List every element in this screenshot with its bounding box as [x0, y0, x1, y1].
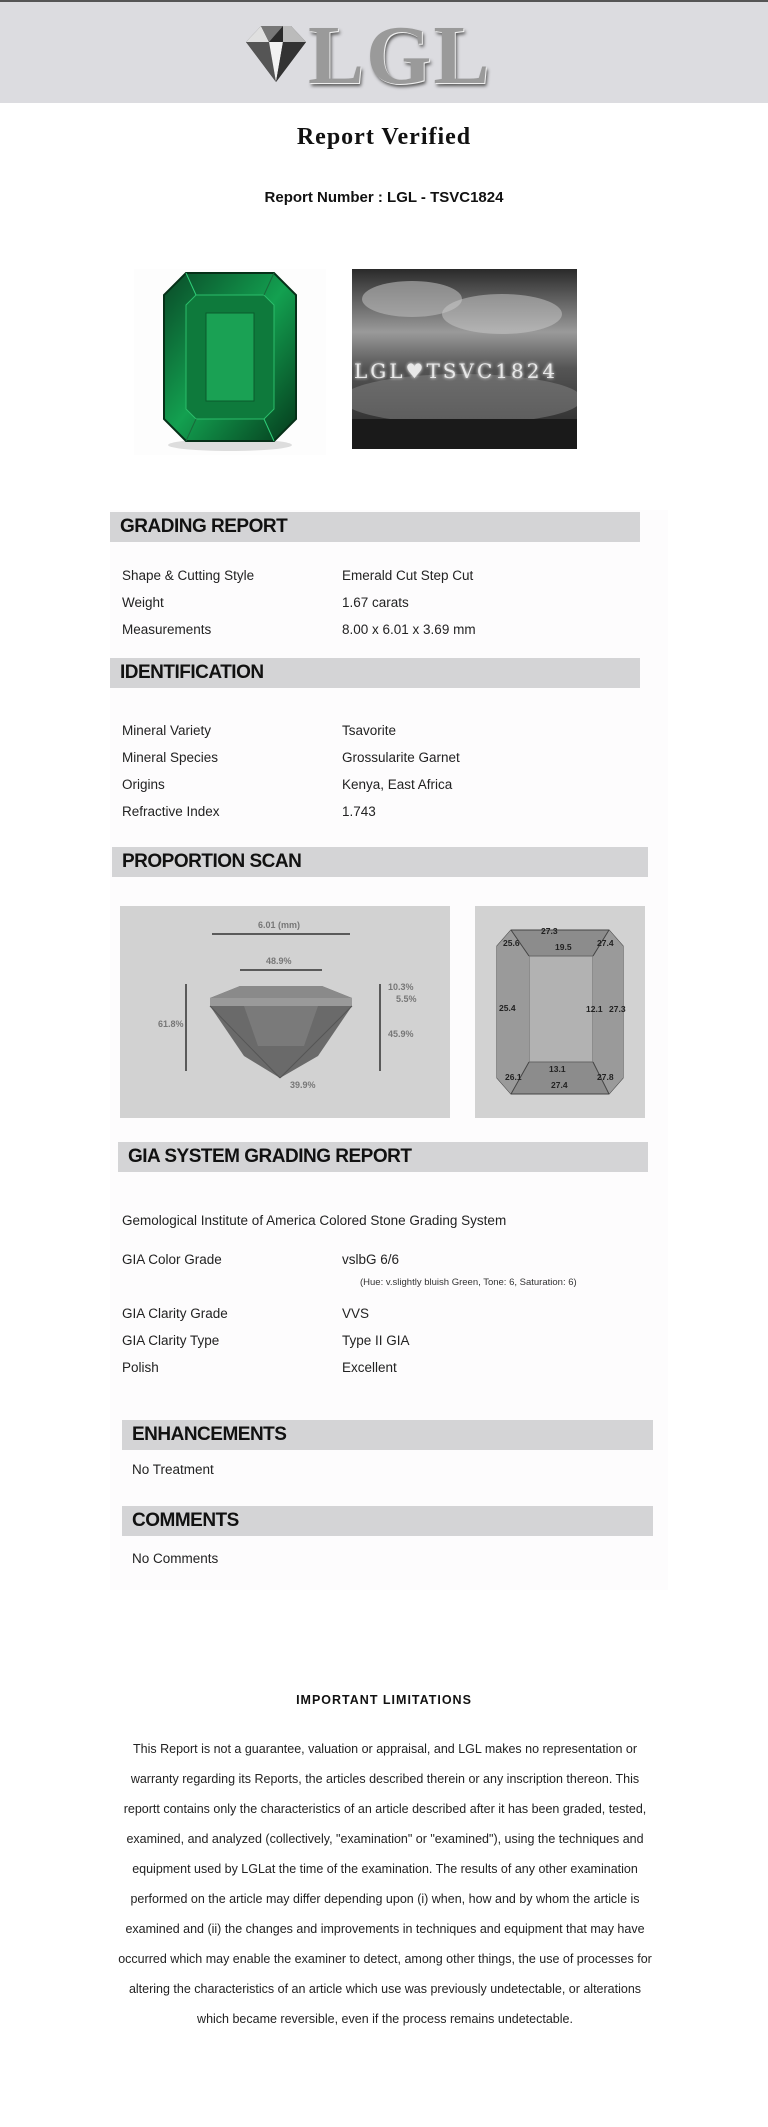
profile-width-label: 6.01 (mm) — [258, 920, 301, 930]
diamond-icon — [236, 20, 316, 90]
report-number: Report Number : LGL - TSVC1824 — [264, 189, 504, 206]
gia-title: GIA SYSTEM GRADING REPORT — [128, 1146, 412, 1167]
profile-table-label: 48.9% — [266, 956, 292, 966]
gia-row-value: Excellent — [342, 1360, 397, 1375]
top-view-label: 13.1 — [549, 1064, 566, 1074]
gia-row-label: Polish — [122, 1360, 159, 1375]
proportion-scan-heading — [112, 847, 648, 877]
identification-title: IDENTIFICATION — [120, 662, 264, 683]
identification-row-label: Refractive Index — [122, 804, 220, 819]
grading-row-value: 1.67 carats — [342, 595, 409, 610]
proportion-scan-title: PROPORTION SCAN — [122, 851, 302, 872]
enhancements-title: ENHANCEMENTS — [132, 1424, 287, 1445]
identification-heading — [110, 658, 640, 688]
enhancements-text: No Treatment — [132, 1462, 214, 1477]
top-view-label: 27.4 — [597, 938, 614, 948]
page-title: Report Verified — [296, 124, 472, 150]
gia-row-label: GIA Clarity Grade — [122, 1306, 228, 1321]
identification-row-label: Origins — [122, 777, 165, 792]
identification-row-value: Tsavorite — [342, 723, 397, 738]
lgl-logo[interactable] — [236, 9, 492, 102]
profile-culet-label: 39.9% — [290, 1080, 316, 1090]
grading-row-label: Weight — [122, 595, 164, 610]
identification-row-value: Grossularite Garnet — [342, 750, 460, 765]
gia-system-name: Gemological Institute of America Colored Stone Grading System — [122, 1213, 507, 1228]
profile-diagram — [120, 906, 450, 1118]
top-view-label: 19.5 — [555, 942, 572, 952]
gia-color-note: (Hue: v.slightly bluish Green, Tone: 6, Saturation: 6) — [360, 1277, 577, 1288]
gia-row-label: GIA Clarity Type — [122, 1333, 220, 1348]
top-view-label: 12.1 — [586, 1004, 603, 1014]
profile-girdle-label: 5.5% — [396, 994, 417, 1004]
top-view-label: 25.4 — [499, 1003, 516, 1013]
top-view-label: 27.8 — [597, 1072, 614, 1082]
inscription-text: LGL♥TSVC1824 — [354, 359, 559, 383]
grading-row-value: 8.00 x 6.01 x 3.69 mm — [342, 622, 476, 637]
gia-row-value: VVS — [342, 1306, 370, 1321]
identification-row-label: Mineral Variety — [122, 723, 212, 738]
profile-depth-label: 61.8% — [158, 1019, 184, 1029]
limitations-heading: IMPORTANT LIMITATIONS — [296, 1693, 472, 1707]
profile-pavilion-label: 45.9% — [388, 1029, 414, 1039]
gia-color-label: GIA Color Grade — [122, 1252, 222, 1267]
gia-heading — [118, 1142, 648, 1172]
enhancements-heading — [122, 1420, 653, 1450]
top-view-label: 27.3 — [541, 926, 558, 936]
comments-text: No Comments — [132, 1551, 219, 1566]
limitations-text: This Report is not a guarantee, valuation or appraisal, and LGL makes no representation or warranty regarding its Reports, the articles described therein or any inscription thereon. This reportt contains only the characteristics of an article described after it has been graded, tested, examined, and analyzed (collectively, "examination" or "examined"), using the techniques and equipment used by LGLat the time of the examination. The results of any other examination performed on the article may differ depending upon (i) when, how and by whom the article is examined and (ii) the changes and improvements in techniques and equipment that may have occurred which may enable the examiner to detect, among other things, the use of processes for altering the characteristics of an article which use was previously undetectable, or alterations which became reversible, even if the process remains undetectable. — [118, 1742, 652, 2026]
inscription-photo — [352, 269, 577, 449]
comments-heading — [122, 1506, 653, 1536]
grading-row-label: Shape & Cutting Style — [122, 568, 255, 583]
profile-crown-label: 10.3% — [388, 982, 414, 992]
identification-row-label: Mineral Species — [122, 750, 219, 765]
identification-row-value: Kenya, East Africa — [342, 777, 453, 792]
gia-color-value: vslbG 6/6 — [342, 1252, 400, 1267]
grading-report-title: GRADING REPORT — [120, 516, 288, 537]
top-view-label: 26.1 — [505, 1072, 522, 1082]
grading-report-heading — [110, 512, 640, 542]
gia-row-value: Type II GIA — [342, 1333, 410, 1348]
header — [0, 0, 768, 103]
gem-photo — [134, 269, 326, 455]
identification-row-value: 1.743 — [342, 804, 376, 819]
top-view-label: 25.6 — [503, 938, 520, 948]
top-view-label: 27.4 — [551, 1080, 568, 1090]
top-view-diagram — [475, 906, 645, 1118]
logo-text: LGL — [308, 9, 492, 102]
top-view-label: 27.3 — [609, 1004, 626, 1014]
grading-row-value: Emerald Cut Step Cut — [342, 568, 474, 583]
grading-row-label: Measurements — [122, 622, 212, 637]
comments-title: COMMENTS — [132, 1510, 239, 1531]
